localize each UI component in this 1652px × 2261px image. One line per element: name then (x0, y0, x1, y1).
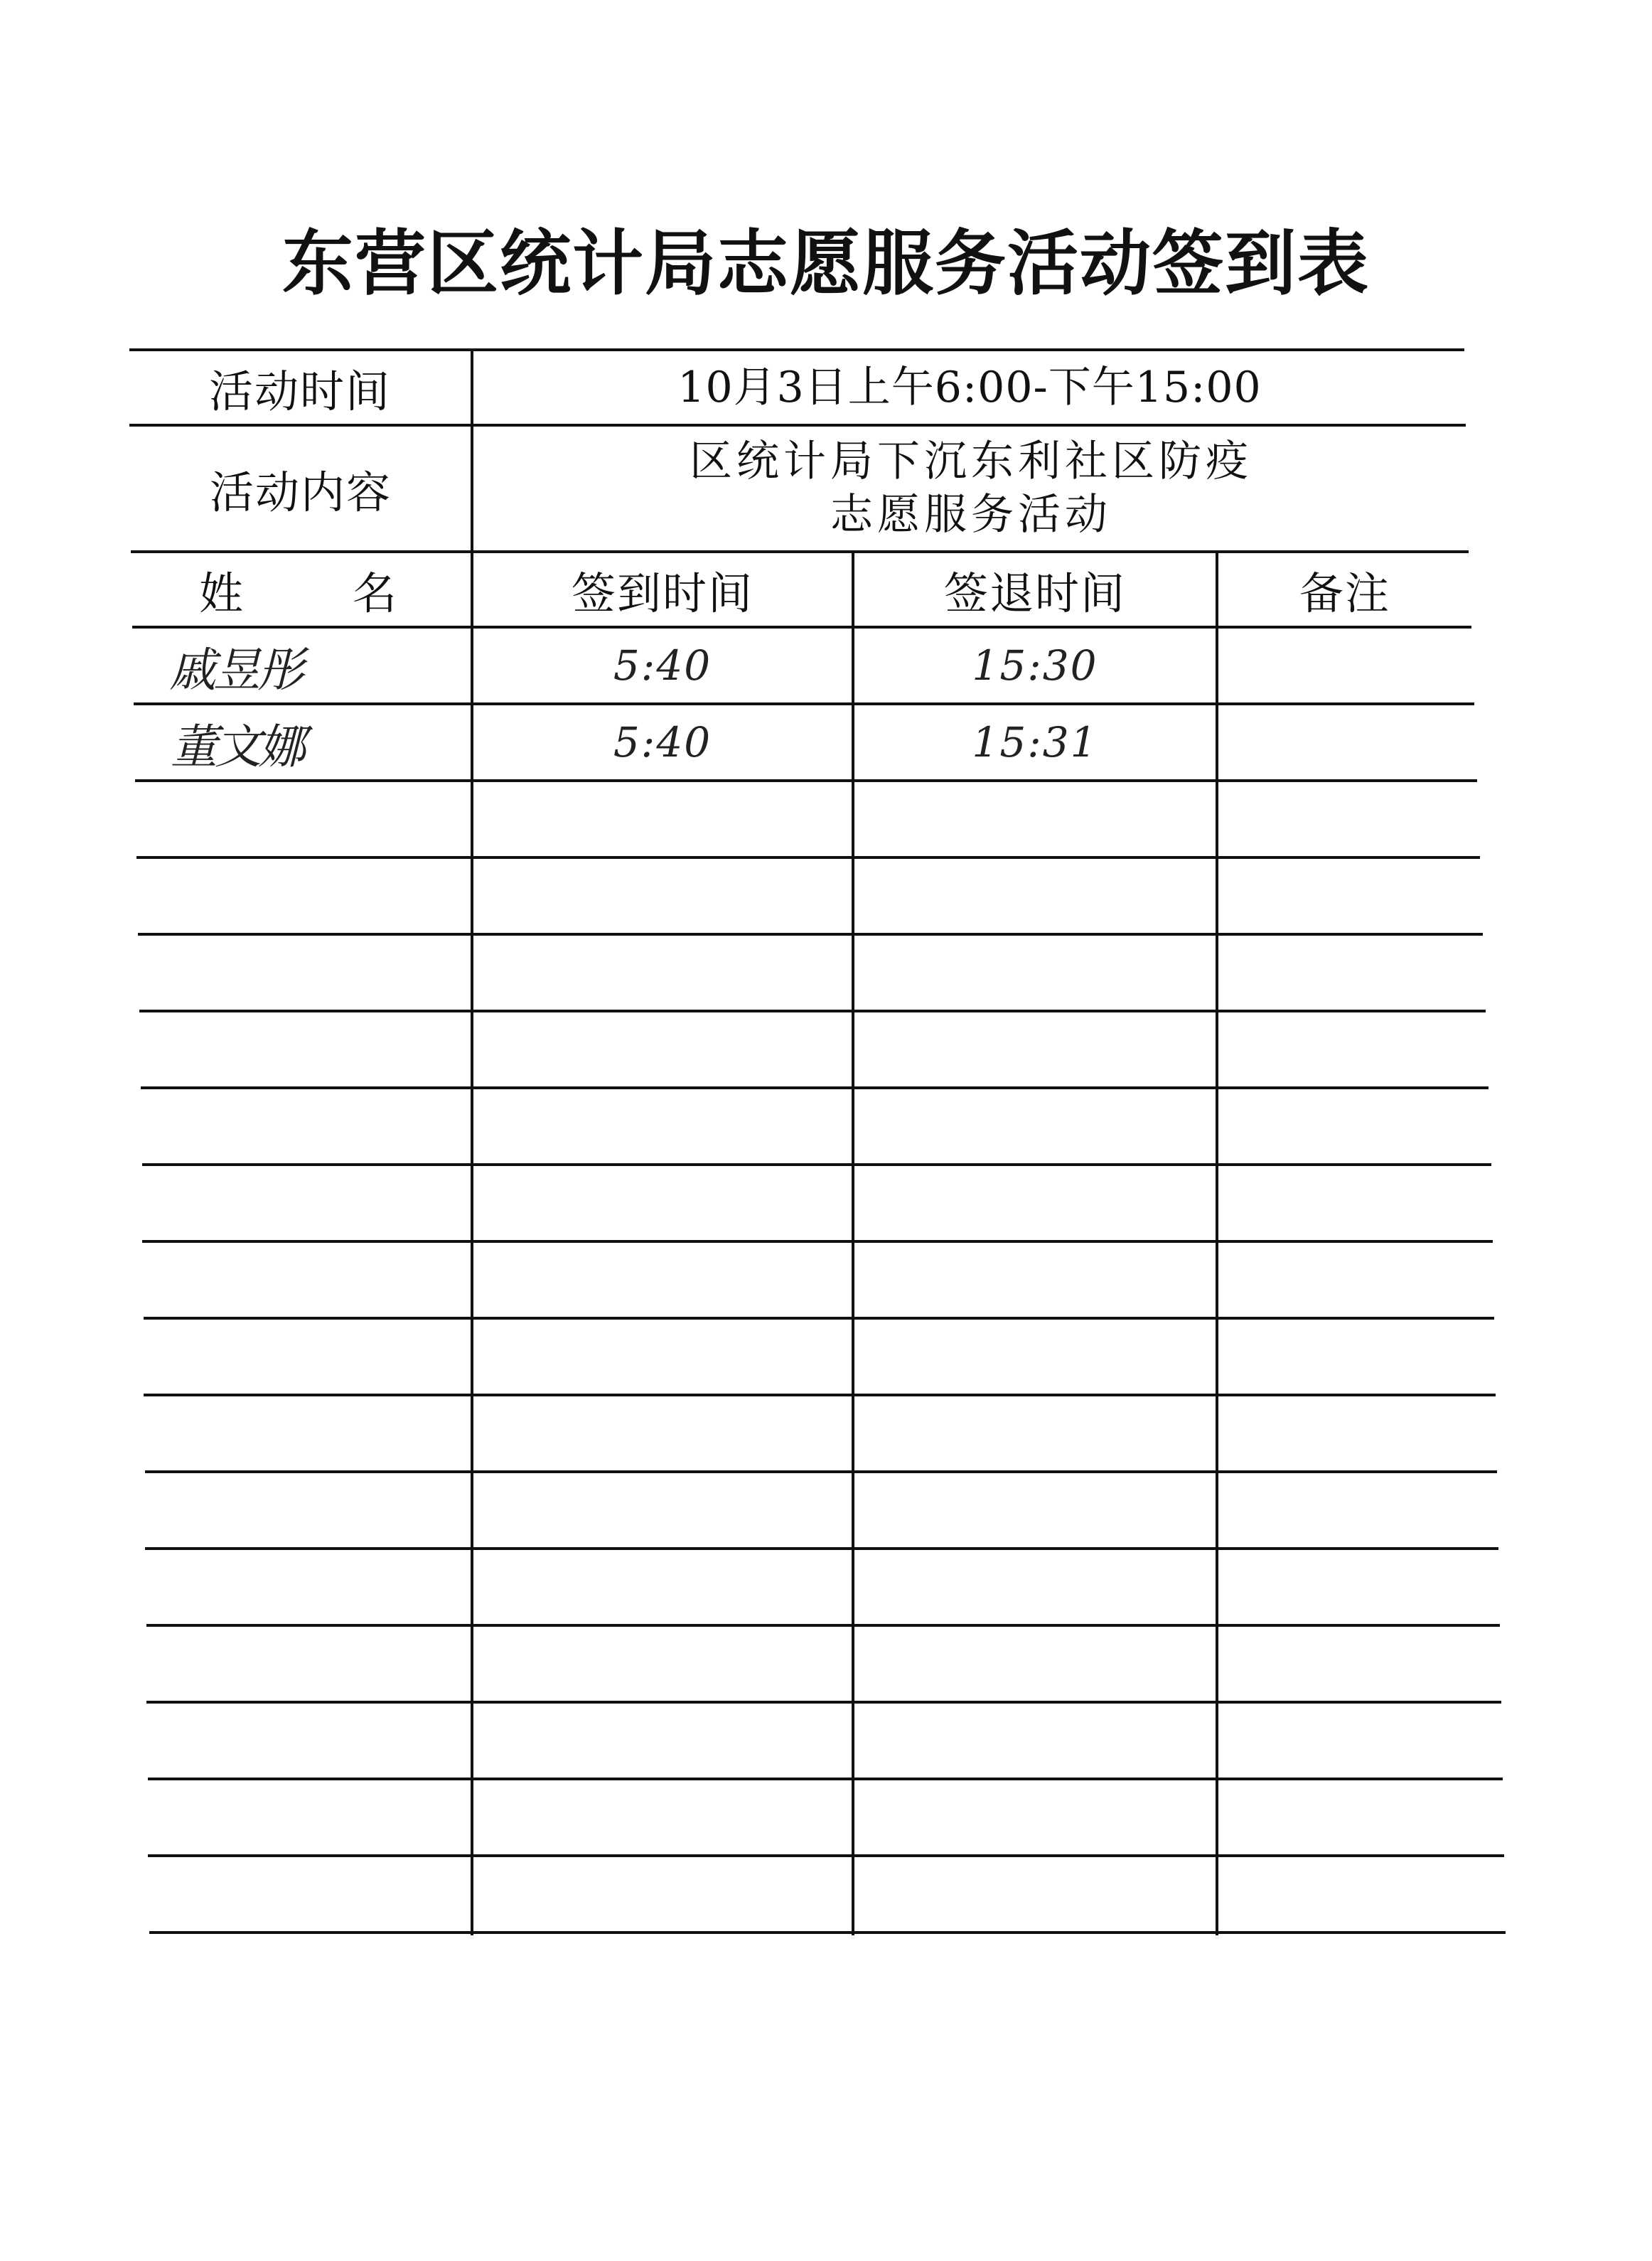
row-1-signin-time: 5:40 (613, 641, 712, 690)
activity-content-line2: 志愿服务活动 (830, 490, 1112, 540)
activity-content-label: 活动内容 (209, 466, 392, 518)
column-header-name: 姓 名 (198, 567, 404, 619)
page-title: 东营区统计局志愿服务活动签到表 (282, 222, 1370, 305)
row-rule (146, 1701, 1501, 1704)
row-2-note (1218, 705, 1471, 779)
row-rule (135, 779, 1477, 782)
row-rule (141, 1086, 1489, 1089)
row-rule (146, 1624, 1500, 1627)
activity-time-label: 活动时间 (208, 365, 391, 417)
activity-content-value (473, 427, 1469, 550)
row-rule (149, 1931, 1506, 1934)
row-rule (138, 933, 1483, 936)
row-rule (136, 856, 1480, 859)
column-header-signout: 签退时间 (943, 567, 1126, 619)
row-1-note (1218, 629, 1471, 702)
row-rule (145, 1547, 1498, 1550)
row-2-signout-time: 15:31 (972, 718, 1098, 766)
row-1-name-signature: 戚昱彤 (169, 642, 301, 697)
column-header-note: 备注 (1299, 567, 1390, 619)
activity-time-value: 10月3日上午6:00-下午15:00 (677, 362, 1262, 412)
column-header-signin: 签到时间 (571, 567, 753, 619)
row-2-name-signature: 董文娜 (171, 719, 303, 774)
row-rule (148, 1778, 1503, 1780)
row-1-signout-time: 15:30 (972, 641, 1098, 690)
row-rule (142, 1163, 1491, 1166)
row-rule (144, 1317, 1494, 1320)
activity-content-line1: 区统计局下沉东利社区防疫 (690, 437, 1253, 486)
row-rule (148, 1854, 1504, 1857)
row-rule (139, 1010, 1486, 1012)
row-rule (142, 1240, 1493, 1243)
row-rule (144, 1394, 1496, 1396)
row-2-signin-time: 5:40 (613, 718, 712, 766)
row-rule (145, 1470, 1497, 1473)
